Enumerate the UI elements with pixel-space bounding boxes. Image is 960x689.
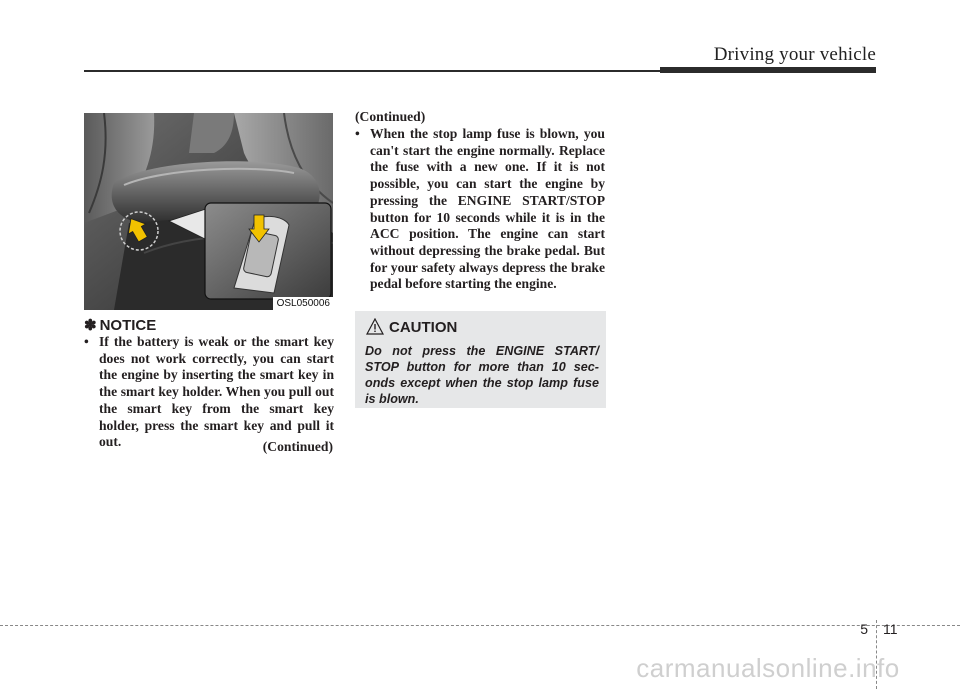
continued-label: (Continued): [262, 439, 333, 454]
bullet-icon: •: [355, 126, 360, 141]
page-number: 11: [883, 621, 898, 637]
watermark: carmanualsonline.info: [636, 653, 900, 683]
header-bar: [660, 67, 876, 73]
notice-heading: [84, 316, 156, 334]
caution-title: CAUTION: [389, 319, 458, 336]
notice-paragraph: [84, 334, 334, 451]
armrest-illustration: [84, 113, 333, 310]
caution-box: [355, 311, 606, 408]
chapter-number: 5: [860, 621, 868, 637]
section-title: Driving your vehicle: [713, 44, 876, 65]
notice-title: NOTICE: [99, 317, 157, 334]
warning-triangle-icon: [366, 318, 384, 335]
stop-lamp-paragraph: [355, 126, 605, 293]
figure-label: OSL050006: [273, 297, 333, 310]
bullet-icon: •: [84, 334, 89, 349]
notice-text: If the battery is weak or the smart key does not work correctly, you can start the engine by inserting the smart key in the smart key holder. When you pull out the smart key from the smart key holder, press the smart key and pull it out.: [99, 334, 334, 450]
header-rule: [84, 70, 660, 72]
caution-text: Do not press the ENGINE START/ STOP button for more than 10 sec- onds except when the stop lamp fuse is blown.: [365, 344, 599, 406]
armrest-photo: [84, 113, 333, 310]
stop-lamp-text: When the stop lamp fuse is blown, you can't start the engine normally. Replace the fuse with a new one. If it is not possible, you can start the engine by pressing the ENGINE START/STOP button for 10 seconds while it is in the ACC position. The engine can start without depressing the brake pedal. But for your safety always depress the brake pedal before starting the engine.: [370, 126, 605, 292]
continued-heading: (Continued): [355, 109, 426, 124]
notice-icon: ✽: [84, 317, 97, 334]
